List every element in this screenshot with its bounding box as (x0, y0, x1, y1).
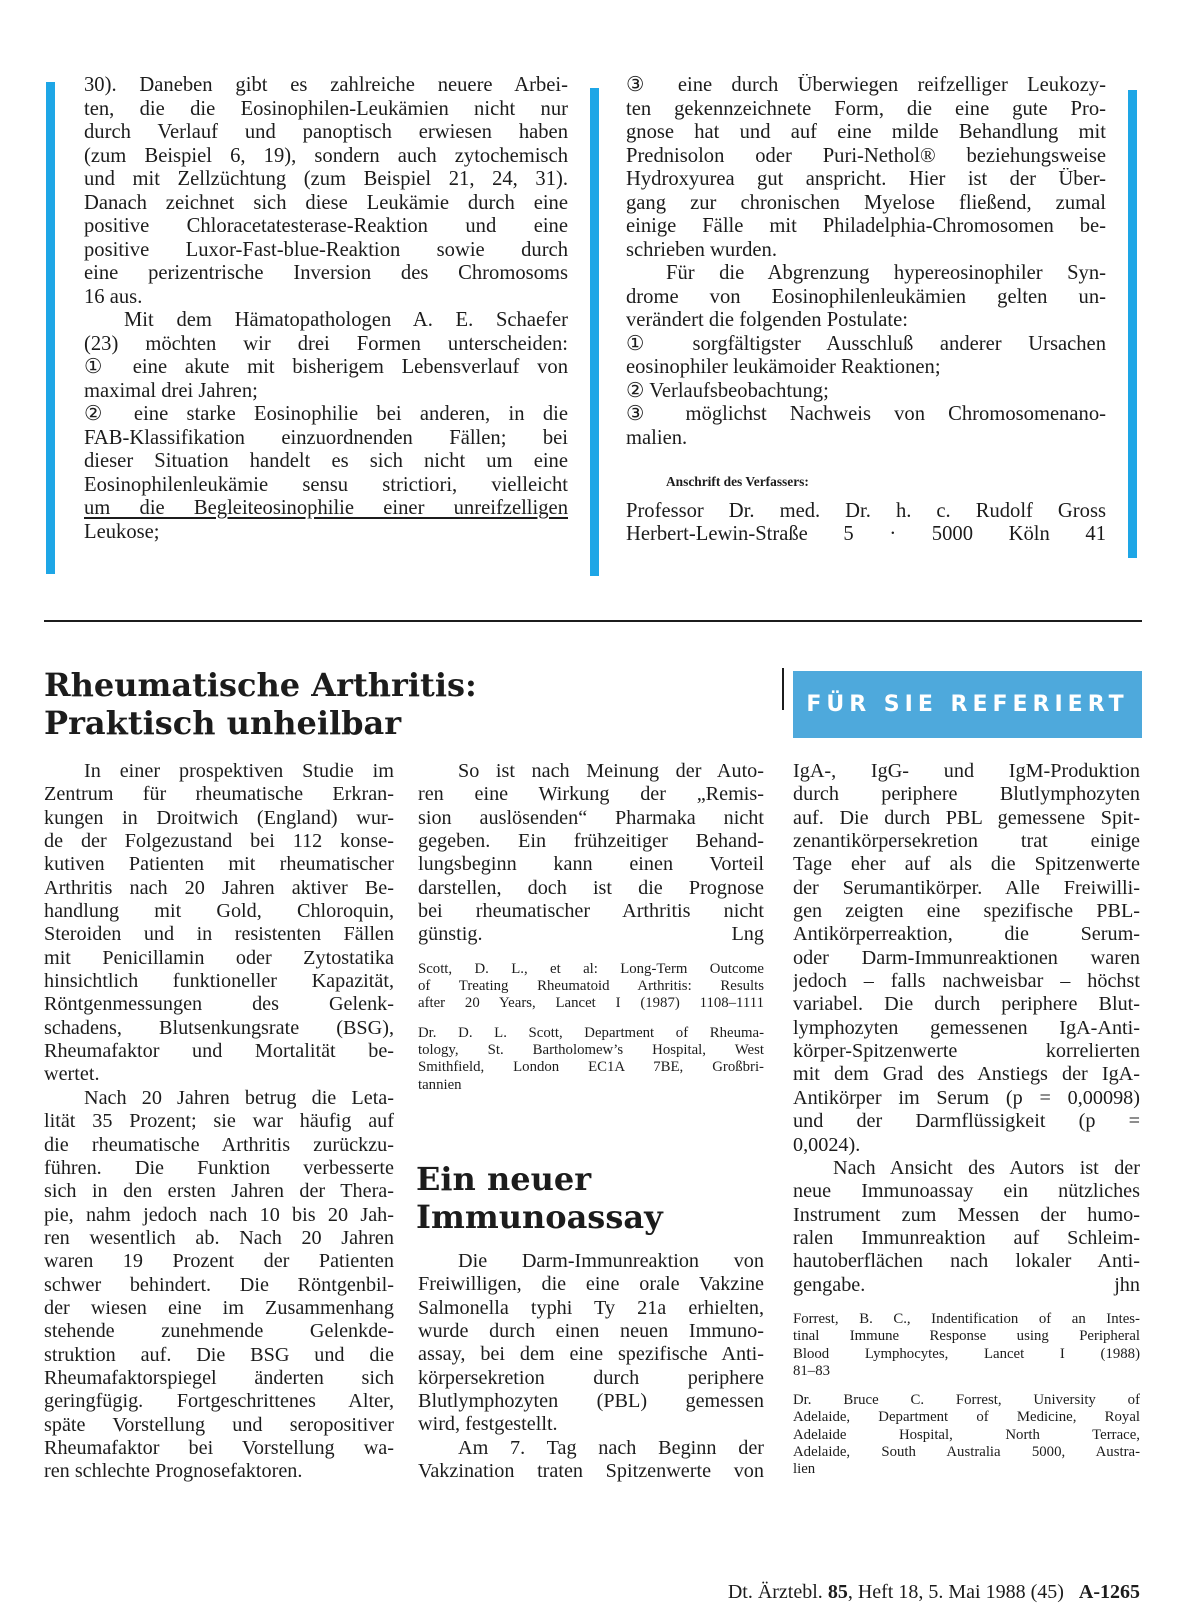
text-line: einige Fälle mit Philadelphia-Chromosomen be- (626, 215, 1106, 237)
text-line: drome von Eosinophilenleukämien gelten un- (626, 285, 1106, 308)
text-line: gang zur chronischen Myelose fließend, zumal (626, 191, 1106, 214)
text-line: 0,0024). (793, 1133, 861, 1156)
text-line: Tage eher auf als die Spitzenwerte (793, 853, 1140, 876)
text-line: jedoch – falls nachweisbar – höchst (793, 970, 1140, 993)
reference (418, 961, 764, 1013)
text-line: pie, nahm jedoch nach 10 bis 20 Jah- (44, 1203, 394, 1226)
text-line: mit dem Grad des Anstiegs der IgA- (793, 1063, 1140, 1086)
text-line: ③ eine durch Überwiegen reifzelliger Leukozy- (626, 74, 1106, 96)
text-line: verändert die folgenden Postulate: (626, 309, 908, 331)
text-line: schrieben wurden. (626, 238, 777, 261)
headline-line: Rheumatische Arthritis: (44, 666, 477, 704)
text-line: ren eine Wirkung der „Remis- (418, 783, 764, 806)
text-line: Nach 20 Jahren betrug die Leta- (84, 1086, 394, 1109)
headline-line: Immunoassay (416, 1198, 663, 1236)
text-line: oder Darm-Immunreaktionen waren (793, 946, 1140, 969)
text-line: positive Chloracetatesterase-Reaktion und eine (84, 215, 568, 237)
text-line: assay, bei dem eine spezifische Anti- (418, 1343, 764, 1366)
text-line: der Serumantikörper. Alle Freiwilli- (793, 876, 1140, 899)
article-headline (416, 1160, 663, 1236)
text-line: kutiven Patienten mit rheumatischer (44, 853, 394, 876)
text-line: Röntgenmessungen des Gelenk- (44, 993, 394, 1016)
text-line: Salmonella typhi Ty 21a erhielten, (418, 1296, 764, 1319)
text-line: Mit dem Hämatopathologen A. E. Schaefer (124, 309, 568, 331)
accent-bar-right (1128, 90, 1137, 558)
text-line: ten, die die Eosinophilen-Leukämien nicht nur (84, 97, 568, 120)
author-address (626, 500, 1106, 547)
text-line: dieser Situation handelt es sich nicht um eine (84, 450, 568, 472)
address-line: Herbert-Lewin-Straße 5 · 5000 Köln 41 (626, 523, 1106, 545)
text-line: Prednisolon oder Puri-Nethol® beziehungsweise (626, 144, 1106, 167)
text-line: eosinophiler leukämoider Reaktionen; (626, 356, 941, 378)
text-line: sion auslösenden“ Pharmaka nicht (418, 806, 764, 829)
reference-line: tinal Immune Response using Peripheral (793, 1328, 1140, 1345)
text-line: gegeben. Ein frühzeitiger Behand- (418, 830, 764, 853)
text-line: Eosinophilenleukämie sensu strictiori, vielleicht (84, 473, 568, 496)
text-line: zenantikörpersekretion trat einige (793, 830, 1140, 853)
text-line: Die Darm-Immunreaktion von (458, 1250, 764, 1272)
text-line: sich in den ersten Jahren der Thera- (44, 1180, 394, 1203)
page-footer (728, 1580, 1140, 1604)
top-right-column (626, 74, 1106, 547)
text-line: Danach zeichnet sich diese Leukämie durch eine (84, 191, 568, 214)
text-line: körper-Spitzenwerte korrelierten (793, 1040, 1140, 1063)
text-line: gen zeigten eine spezifische PBL- (793, 900, 1140, 923)
text-line: So ist nach Meinung der Auto- (458, 760, 764, 782)
reference-line: Smithfield, London EC1A 7BE, Großbri- (418, 1059, 764, 1076)
accent-bar-middle (590, 88, 599, 576)
text-line: um die Begleiteosinophilie einer unreifzelligen (84, 497, 568, 519)
headline-line: Praktisch unheilbar (44, 704, 402, 742)
text-line: wurde durch einen neuen Immuno- (418, 1320, 764, 1343)
reference-line: lien (793, 1461, 816, 1478)
text-line: Hydroxyurea gut anspricht. Hier ist der Über- (626, 168, 1106, 190)
text-line: Vakzination traten Spitzenwerte von (418, 1460, 764, 1483)
text-line: hautoberflächen nach lokaler Anti- (793, 1250, 1140, 1273)
text-line: bei rheumatischer Arthritis nicht (418, 900, 764, 923)
reference-line: tology, St. Bartholomew’s Hospital, West (418, 1041, 764, 1058)
journal-name: Dt. Ärztebl. (727, 1581, 823, 1603)
author-address (793, 1392, 1140, 1478)
text-line: durch Verlauf und panoptisch erwiesen haben (84, 121, 568, 143)
text-line: Instrument zum Messen der humo- (793, 1203, 1140, 1226)
reference-line: Forrest, B. C., Indentification of an Intes- (793, 1310, 1140, 1327)
author-tag: jhn (1114, 1273, 1140, 1296)
text-line: hinsichtlich funktioneller Kapazität, (44, 970, 394, 993)
text-line: gnose hat und auf eine milde Behandlung mit (626, 121, 1106, 143)
text-line (418, 923, 764, 946)
text-line: waren 19 Prozent der Patienten (44, 1250, 394, 1273)
text-line: wertet. (44, 1063, 100, 1086)
text-line: struktion auf. Die BSG und die (44, 1343, 394, 1366)
text-line: und mit Zellzüchtung (zum Beispiel 21, 24, 31). (84, 168, 568, 190)
text-line: mit Penicillamin oder Zytostatika (44, 946, 394, 969)
text-line: Antikörper im Serum (p = 0,00098) (793, 1086, 1140, 1109)
banner-label: FÜR SIE REFERIERT (806, 692, 1129, 717)
text-line: ren wesentlich ab. Nach 20 Jahren (44, 1226, 394, 1249)
text-line: IgA-, IgG- und IgM-Produktion (793, 760, 1140, 782)
text-line: lymphozyten gemessenen IgA-Anti- (793, 1016, 1140, 1039)
text-line: schadens, Blutsenkungsrate (BSG), (44, 1016, 394, 1039)
reference-line: Adelaide Hospital, North Terrace, (793, 1426, 1140, 1443)
text-line: wird, festgestellt. (418, 1413, 558, 1436)
text-line: Zentrum für rheumatische Erkran- (44, 783, 394, 806)
reference (793, 1311, 1140, 1380)
text-line: Blutlymphozyten (PBL) gemessen (418, 1390, 764, 1413)
text-line: handlung mit Gold, Chloroquin, (44, 900, 394, 923)
text-line: Am 7. Tag nach Beginn der (458, 1436, 764, 1459)
text-line: In einer prospektiven Studie im (84, 760, 394, 782)
text-line: variabel. Die durch periphere Blut- (793, 993, 1140, 1016)
reference-line: Dr. Bruce C. Forrest, University of (793, 1392, 1140, 1409)
text-line: 16 aus. (84, 285, 143, 308)
section-divider (44, 620, 1142, 622)
text-line: kungen in Droitwich (England) wur- (44, 806, 394, 829)
text-line: durch periphere Blutlymphozyten (793, 783, 1140, 806)
text-line: ③ möglichst Nachweis von Chromosomenano- (626, 403, 1106, 425)
text-line: (zum Beispiel 6, 19), sondern auch zytochemisch (84, 144, 568, 167)
text-line: lungsbeginn kann einen Vorteil (418, 853, 764, 876)
top-left-column (84, 74, 568, 544)
author-address (418, 1025, 764, 1094)
text-line: 30). Daneben gibt es zahlreiche neuere Arbei- (84, 74, 568, 96)
text-line: Rheumafaktor und Mortalität be- (44, 1040, 394, 1063)
text-line: stehende zunehmende Gelenkde- (44, 1320, 394, 1343)
article2-column-1 (418, 1250, 764, 1483)
author-tag: Lng (731, 923, 764, 946)
text-line: und der Darmflüssigkeit (p = (793, 1110, 1140, 1133)
text-line: Rheumafaktorspiegel änderten sich (44, 1366, 394, 1389)
text-line: FAB-Klassifikation einzuordnenden Fällen; bei (84, 426, 568, 449)
text-line: ten gekennzeichnete Form, die eine gute Pro- (626, 97, 1106, 120)
reference-line: Blood Lymphocytes, Lancet I (1988) (793, 1345, 1140, 1362)
text-line: ralen Immunreaktion auf Schleim- (793, 1226, 1140, 1249)
reference-line: Adelaide, Department of Medicine, Royal (793, 1409, 1140, 1426)
text-line: eine perizentrische Inversion des Chromosoms (84, 262, 568, 284)
text-line: maximal drei Jahren; (84, 379, 258, 402)
article2-column-2 (793, 760, 1140, 1479)
text-line: Freiwilligen, die eine orale Vakzine (418, 1273, 764, 1296)
article1-column-2 (418, 760, 764, 1094)
issue-info: , Heft 18, 5. Mai 1988 (45) (847, 1581, 1064, 1603)
text-line: (23) möchten wir drei Formen unterscheiden: (84, 332, 568, 355)
text-line: ren schlechte Prognosefaktoren. (44, 1460, 303, 1483)
text-line: führen. Die Funktion verbesserte (44, 1156, 394, 1179)
reference-line: of Treating Rheumatoid Arthritis: Results (418, 978, 764, 995)
text-line: die rheumatische Arthritis zurückzu- (44, 1133, 394, 1156)
text-line: Leukose; (84, 520, 160, 543)
text-line: de der Folgezustand bei 112 konse- (44, 830, 394, 853)
text-line (793, 1274, 1140, 1297)
column-divider (782, 668, 784, 710)
text-line: geringfügig. Fortgeschrittenes Alter, (44, 1390, 394, 1413)
reference-line: tannien (418, 1076, 462, 1093)
text-line: positive Luxor-Fast-blue-Reaktion sowie durch (84, 238, 568, 261)
reference-line: Dr. D. L. Scott, Department of Rheuma- (418, 1024, 764, 1041)
text-line: späte Vorstellung und seropositiver (44, 1413, 394, 1436)
text-line: schwer behindert. Die Röntgenbil- (44, 1273, 394, 1296)
text-line: malien. (626, 426, 688, 449)
text-line: ② eine starke Eosinophilie bei anderen, in die (84, 403, 568, 425)
article-headline (44, 666, 477, 742)
text-line: neue Immunoassay ein nützliches (793, 1180, 1140, 1203)
closing-text: gengabe. (793, 1273, 866, 1296)
reference-line: after 20 Years, Lancet I (1987) 1108–1111 (418, 995, 764, 1012)
text-line: lität 35 Prozent; sie war häufig auf (44, 1110, 394, 1133)
page-number: A-1265 (1078, 1581, 1140, 1603)
reference-line: Adelaide, South Australia 5000, Austra- (793, 1443, 1140, 1460)
volume-number: 85 (827, 1581, 848, 1603)
reference-line: 81–83 (793, 1362, 830, 1379)
text-line: Für die Abgrenzung hypereosinophiler Syn- (666, 262, 1106, 284)
text-line: Antikörperreaktion, die Serum- (793, 923, 1140, 946)
text-line: körpersekretion durch periphere (418, 1366, 764, 1389)
closing-text: günstig. (418, 923, 483, 946)
text-line: darstellen, doch ist die Prognose (418, 876, 764, 899)
headline-line: Ein neuer (416, 1160, 592, 1198)
text-line: ① sorgfältigster Ausschluß anderer Ursachen (626, 332, 1106, 355)
address-line: Professor Dr. med. Dr. h. c. Rudolf Gross (626, 499, 1106, 522)
reference-line: Scott, D. L., et al: Long-Term Outcome (418, 960, 764, 977)
text-line: Arthritis nach 20 Jahren aktiver Be- (44, 876, 394, 899)
text-line: Rheumafaktor bei Vorstellung wa- (44, 1436, 394, 1459)
section-banner (793, 671, 1142, 738)
text-line: ② Verlaufsbeobachtung; (626, 379, 829, 402)
text-line: der wiesen eine im Zusammenhang (44, 1296, 394, 1319)
text-line: auf. Die durch PBL gemessene Spit- (793, 806, 1140, 829)
text-line: Nach Ansicht des Autors ist der (833, 1156, 1140, 1179)
text-line: ① eine akute mit bisherigem Lebensverlauf von (84, 356, 568, 378)
article1-column-1 (44, 760, 394, 1484)
text-line: Steroiden und in resistenten Fällen (44, 923, 394, 946)
signature-label: Anschrift des Verfassers: (666, 474, 809, 489)
accent-bar-left (46, 82, 55, 574)
